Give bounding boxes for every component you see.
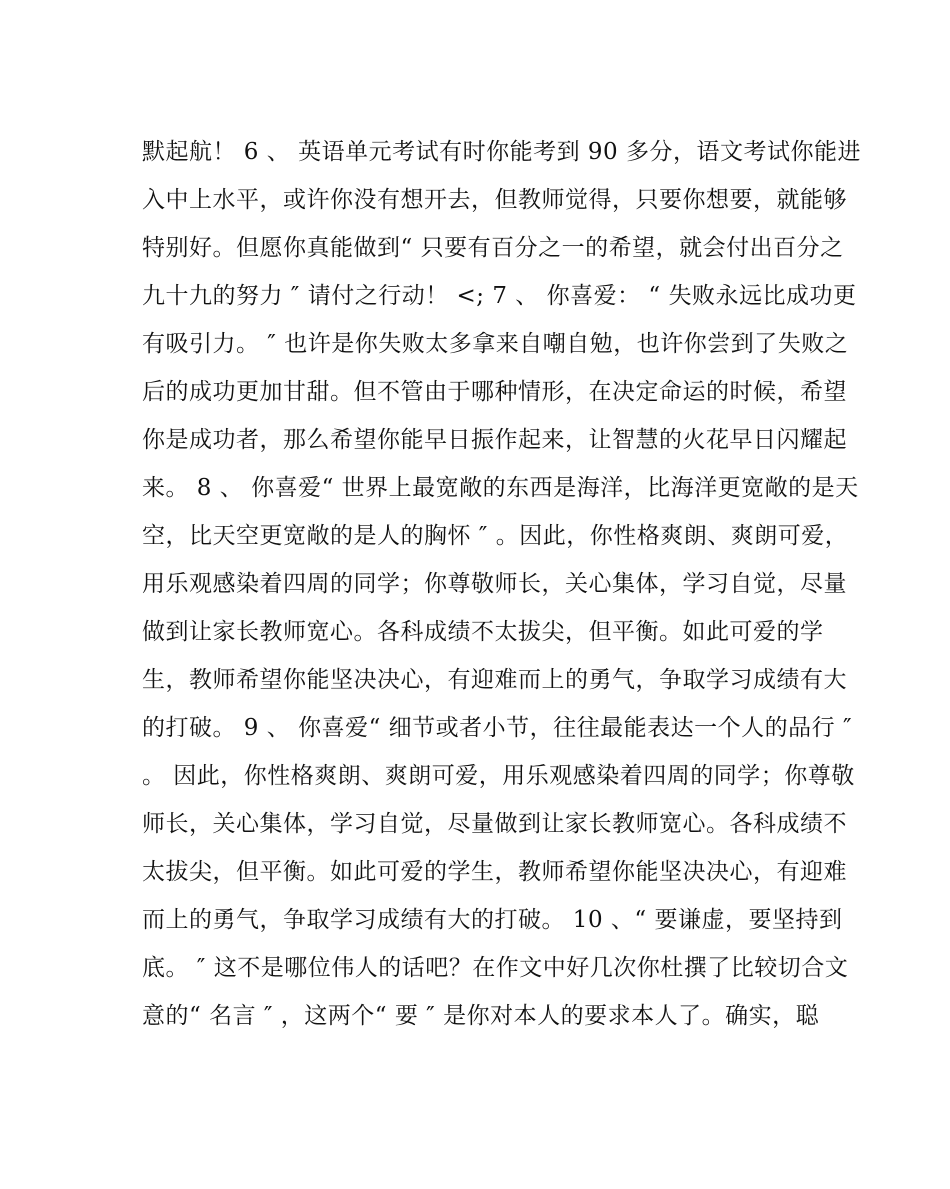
text-line-19: 意的“ 名言 ″ ，这两个“ 要 ″ 是你对本人的要求本人了。确实，聪	[142, 1003, 820, 1029]
text-line-2: 入中上水平，或许你没有想开去，但教师觉得，只要你想要，就能够	[142, 187, 847, 213]
text-line-18: 底。 ″ 这不是哪位伟人的话吧？在作文中好几次你杜撰了比较切合文	[142, 955, 849, 981]
text-line-1: 默起航！ 6 、 英语单元考试有时你能考到 90 多分，语文考试你能进	[142, 139, 861, 165]
text-line-15: 师长，关心集体，学习自觉，尽量做到让家长教师宽心。各科成绩不	[142, 811, 847, 837]
text-line-4: 九十九的努力 ″ 请付之行动！ <; 7 、 你喜爱： “ 失败永远比成功更	[142, 283, 857, 309]
text-line-12: 生，教师希望你能坚决决心，有迎难而上的勇气，争取学习成绩有大	[142, 667, 847, 693]
body-text	[142, 128, 861, 1040]
text-line-11: 做到让家长教师宽心。各科成绩不太拔尖，但平衡。如此可爱的学	[142, 619, 824, 645]
text-line-3: 特别好。但愿你真能做到“ 只要有百分之一的希望，就会付出百分之	[142, 235, 844, 261]
text-line-8: 来。 8 、 你喜爱“ 世界上最宽敞的东西是海洋，比海洋更宽敞的是天	[142, 475, 859, 501]
text-line-6: 后的成功更加甘甜。但不管由于哪种情形，在决定命运的时候，希望	[142, 379, 847, 405]
text-line-17: 而上的勇气，争取学习成绩有大的打破。 10 、“ 要谦虚，要坚持到	[142, 907, 843, 933]
text-line-16: 太拔尖，但平衡。如此可爱的学生，教师希望你能坚决决心，有迎难	[142, 859, 847, 885]
text-line-10: 用乐观感染着四周的同学；你尊敬师长，关心集体，学习自觉，尽量	[142, 571, 847, 597]
text-line-9: 空，比天空更宽敞的是人的胸怀 ″ 。因此，你性格爽朗、爽朗可爱，	[142, 523, 849, 549]
text-line-5: 有吸引力。 ″ 也许是你失败太多拿来自嘲自勉，也许你尝到了失败之	[142, 331, 849, 357]
text-line-7: 你是成功者，那么希望你能早日振作起来，让智慧的火花早日闪耀起	[142, 427, 847, 453]
text-line-14: 。 因此，你性格爽朗、爽朗可爱，用乐观感染着四周的同学；你尊敬	[142, 763, 855, 789]
text-line-13: 的打破。 9 、 你喜爱“ 细节或者小节，往往最能表达一个人的品行 ″	[142, 715, 853, 741]
